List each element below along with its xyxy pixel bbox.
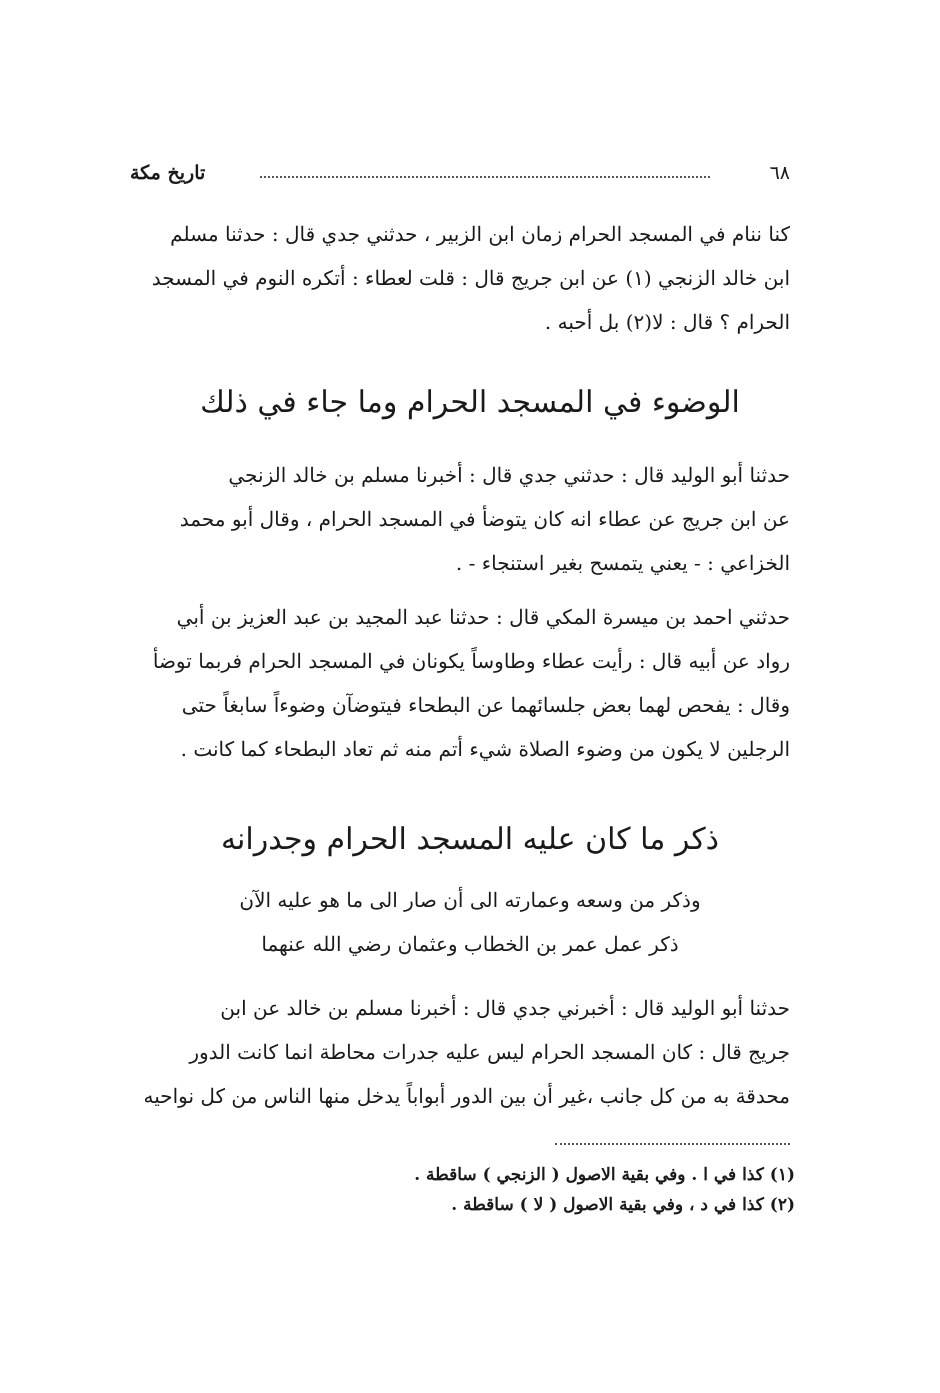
- text-line: محدقة به من كل جانب ،غير أن بين الدور أبواباً يدخل منها الناس من كل نواحيه: [143, 1084, 790, 1108]
- text-line: الحرام ؟ قال : لا(٢) بل أحبه .: [544, 310, 790, 334]
- page-number: ٦٨: [769, 162, 790, 184]
- page-header: [130, 158, 790, 188]
- text-line: وقال : يفحص لهما بعض جلسائهما عن البطحاء فيتوضآن وضوءاً سابغاً حتى: [181, 693, 790, 717]
- text-line: الرجلين لا يكون من وضوء الصلاة شيء أتم منه ثم تعاد البطحاء كما كانت .: [180, 737, 790, 761]
- text-line: كنا ننام في المسجد الحرام زمان ابن الزبير ، حدثني جدي قال : حدثنا مسلم: [170, 222, 790, 246]
- text-line: جريج قال : كان المسجد الحرام ليس عليه جدرات محاطة انما كانت الدور: [189, 1040, 790, 1064]
- section-subheading-umar-uthman: ذكر عمل عمر بن الخطاب وعثمان رضي الله عنهما: [261, 932, 679, 956]
- section-subheading-expansion: وذكر من وسعه وعمارته الى أن صار الى ما هو عليه الآن: [239, 888, 701, 912]
- footnote-rule: [555, 1143, 790, 1145]
- text-line: الخزاعي : - يعني يتمسح بغير استنجاء - .: [455, 551, 790, 575]
- paragraph-ablution-tawus: [135, 595, 790, 771]
- running-title: تاريخ مكة: [130, 162, 206, 184]
- text-line: حدثني احمد بن ميسرة المكي قال : حدثنا عبد المجيد بن عبد العزيز بن أبي: [176, 605, 790, 629]
- paragraph-sleeping-in-mosque: [135, 212, 790, 344]
- paragraph-ablution-ata: [135, 453, 790, 585]
- section-heading-ablution: الوضوء في المسجد الحرام وما جاء في ذلك: [200, 385, 740, 420]
- footnote-2: (٢) كذا في د ، وفي بقية الاصول ( لا ) ساقطة .: [451, 1195, 795, 1215]
- text-line: عن ابن جريج عن عطاء انه كان يتوضأ في المسجد الحرام ، وقال أبو محمد: [179, 507, 790, 531]
- text-line: حدثنا أبو الوليد قال : حدثني جدي قال : أخبرنا مسلم بن خالد الزنجي: [228, 463, 790, 487]
- footnotes: [300, 1160, 795, 1220]
- text-line: حدثنا أبو الوليد قال : أخبرني جدي قال : أخبرنا مسلم بن خالد عن ابن: [220, 996, 790, 1020]
- header-dotted-rule: [260, 176, 710, 178]
- section-heading-mosque-walls: ذكر ما كان عليه المسجد الحرام وجدرانه: [220, 822, 720, 857]
- paragraph-mosque-walls: [135, 986, 790, 1118]
- footnote-1: (١) كذا في ا . وفي بقية الاصول ( الزنجي ) ساقطة .: [414, 1165, 795, 1185]
- text-line: رواد عن أبيه قال : رأيت عطاء وطاوساً يكونان في المسجد الحرام فربما توضأ: [152, 649, 790, 673]
- text-line: ابن خالد الزنجي (١) عن ابن جريج قال : قلت لعطاء : أتكره النوم في المسجد: [151, 266, 790, 290]
